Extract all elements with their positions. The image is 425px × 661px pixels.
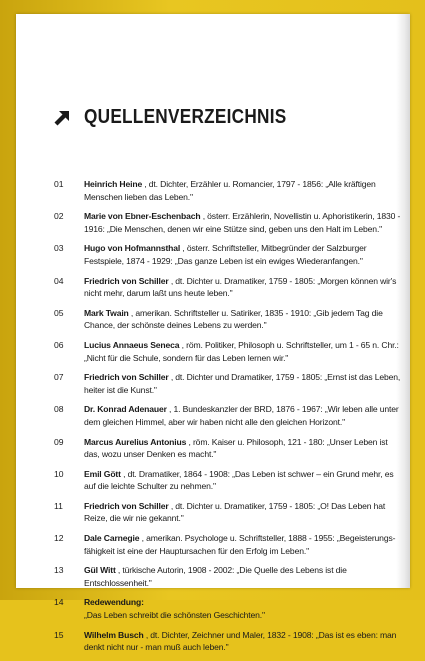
quote-text: „Ernst ist das Leben, heiter ist die Kunst." (84, 372, 401, 395)
entry-number: 12 (54, 533, 64, 544)
author-description: , röm. Politiker, Philosoph u. Schriftsteller, um 1 - 65 n. Chr.: (181, 339, 399, 350)
quote-text: „Morgen können wir's nicht mehr, darum laßt uns heute leben." (84, 275, 397, 299)
list-item (54, 436, 404, 461)
entry-text (84, 371, 404, 396)
entry-text (84, 403, 404, 428)
author-description: , türkische Autorin, 1908 - 2002: (117, 565, 235, 576)
entry-number: 13 (54, 565, 64, 576)
author-name: Friedrich von Schiller (84, 372, 169, 383)
author-name: Hugo von Hofmannsthal (84, 243, 181, 254)
entry-number: 11 (54, 500, 63, 511)
author-name: Heinrich Heine (84, 179, 143, 189)
list-item (54, 339, 404, 364)
entry-number: 10 (54, 468, 64, 479)
entry-text (84, 178, 404, 203)
entry-number: 02 (54, 211, 64, 222)
author-name: Marie von Ebner-Eschenbach (84, 211, 201, 222)
quote-text: „Die Menschen, denen wir eine Stütze sind, geben uns den Halt im Leben." (107, 223, 383, 234)
entry-number: 07 (54, 372, 64, 383)
entry-text (84, 629, 404, 654)
author-description: , amerikan. Psychologe u. Schriftsteller, 1888 - 1955: (141, 533, 335, 544)
quote-text: „Das ist es eben: man denkt nicht nur - man muß auch leben." (84, 629, 397, 653)
author-name: Emil Gött (84, 468, 121, 479)
list-item (54, 275, 404, 300)
entry-text (84, 307, 404, 332)
author-name: Friedrich von Schiller (84, 275, 169, 286)
entry-number: 09 (54, 436, 64, 447)
quote-text: „Begeisterungs-fähigkeit ist eine der Hauptursachen für den Erfolg im Leben." (84, 533, 396, 556)
entry-text (84, 436, 404, 461)
list-item (54, 178, 404, 203)
entry-text (84, 596, 404, 621)
entry-text (84, 210, 404, 235)
document-page (16, 14, 410, 653)
author-description: , österr. Erzählerin, Novellistin u. Aphoristikerin, 1830 - 1916: (84, 211, 401, 234)
author-name: Redewendung: (84, 597, 144, 608)
author-description: , amerikan. Schriftsteller u. Satiriker, 1835 - 1910: (130, 307, 312, 318)
author-name: Mark Twain (84, 307, 129, 318)
author-name: Wilhelm Busch (84, 629, 144, 640)
list-item (54, 371, 404, 396)
author-description: , dt. Dichter u. Dramatiker, 1759 - 1805: (170, 275, 316, 286)
entry-number: 15 (54, 629, 64, 640)
page-title: QUELLENVERZEICHNIS (84, 106, 287, 128)
author-description: , dt. Dichter, Erzähler u. Romancier, 1797 - 1856: (144, 179, 324, 189)
page-heading (54, 106, 319, 129)
author-description: , dt. Dichter, Zeichner und Maler, 1832 - 1908: (145, 629, 314, 640)
entry-text (84, 468, 404, 493)
author-name: Lucius Annaeus Seneca (84, 339, 180, 350)
entry-text (84, 242, 404, 267)
entry-text (84, 564, 404, 589)
list-item (54, 307, 404, 332)
entry-number: 05 (54, 307, 64, 318)
entry-number: 06 (54, 339, 64, 350)
quote-text: „Das Leben schreibt die schönsten Geschichten." (84, 610, 265, 621)
entry-number: 01 (54, 179, 64, 189)
list-item (54, 629, 404, 654)
author-name: Dale Carnegie (84, 533, 140, 544)
quote-text: „Das Leben ist schwer – ein Grund mehr, es auf die leichte Schulter zu nehmen." (84, 468, 394, 492)
list-item (54, 403, 404, 428)
author-description: , 1. Bundeskanzler der BRD, 1876 - 1967: (169, 404, 323, 415)
author-description: , dt. Dramatiker, 1864 - 1908: (123, 468, 230, 479)
entry-number: 08 (54, 404, 64, 415)
entry-text (84, 275, 404, 300)
entry-text (84, 339, 404, 364)
quote-text: „Das ganze Leben ist ein ewiges Wiederanfangen." (174, 255, 363, 266)
author-name: Dr. Konrad Adenauer (84, 404, 167, 415)
quote-text: „O! Das Leben hat Reize, die wir nie gekannt." (84, 500, 386, 524)
quote-text: „Unser Leben ist das, wozu unser Denken es macht." (84, 436, 388, 460)
list-item (54, 242, 404, 267)
arrow-up-right-icon (54, 110, 70, 126)
author-description: , dt. Dichter und Dramatiker, 1759 - 1805: (170, 372, 323, 383)
author-description: , dt. Dichter u. Dramatiker, 1759 - 1805: (170, 500, 316, 511)
quote-text: „Wir leben alle unter dem gleichen Himmel, aber wir haben nicht alle den gleichen Horizont." (84, 404, 399, 427)
list-item (54, 500, 404, 525)
author-name: Friedrich von Schiller (84, 500, 169, 511)
list-item (54, 596, 404, 621)
quote-text: „Gib jedem Tag die Chance, der schönste deines Lebens zu werden." (84, 307, 383, 331)
list-item (54, 210, 404, 235)
quote-text: „Die Quelle des Lebens ist die Entschlossenheit." (84, 565, 347, 588)
author-name: Gül Witt (84, 565, 116, 576)
entry-number: 03 (54, 243, 64, 254)
list-item (54, 532, 404, 557)
quote-text: „Nicht für die Schule, sondern für das Leben lernen wir." (84, 352, 289, 363)
entry-number: 14 (54, 597, 64, 608)
author-description: , österr. Schriftsteller, Mitbegründer der Salzburger Festspiele, 1874 - 1929: (84, 243, 367, 266)
entry-text (84, 532, 404, 557)
list-item (54, 468, 404, 493)
source-list (54, 178, 404, 661)
list-item (54, 564, 404, 589)
entry-number: 04 (54, 275, 64, 286)
author-name: Marcus Aurelius Antonius (84, 436, 187, 447)
quote-text: „Alle kräftigen Menschen lieben das Leben." (84, 179, 376, 202)
entry-text (84, 500, 404, 525)
author-description: , röm. Kaiser u. Philosoph, 121 - 180: (188, 436, 325, 447)
